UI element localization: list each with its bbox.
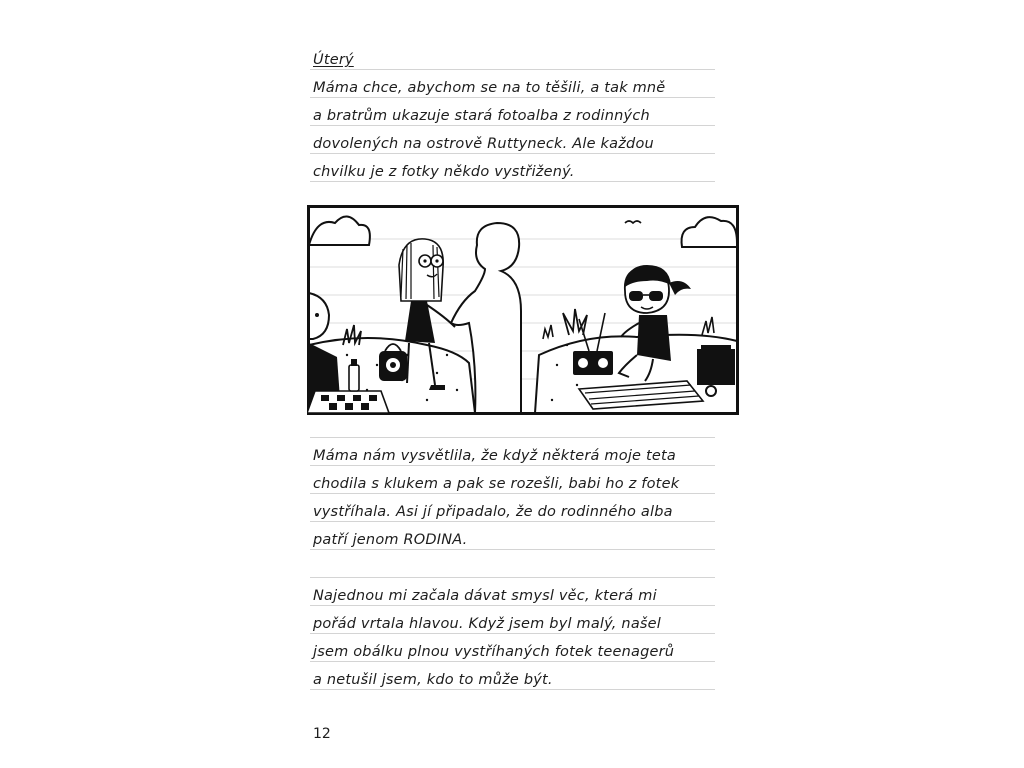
ruled-line (310, 521, 715, 522)
ruled-line (310, 661, 715, 662)
text-line: Máma chce, abychom se na to těšili, a tak mně (313, 80, 666, 96)
text-line: chvilku je z fotky někdo vystřižený. (313, 164, 575, 180)
text-line: a netušil jsem, kdo to může být. (313, 672, 553, 688)
ruled-line (310, 605, 715, 606)
text-line: chodila s klukem a pak se rozešli, babi ho z fotek (313, 476, 680, 492)
ruled-line (310, 125, 715, 126)
ruled-line (310, 633, 715, 634)
ruled-line (310, 689, 715, 690)
text-line: Najednou mi začala dávat smysl věc, která mi (313, 588, 657, 604)
text-line: dovolených na ostrově Ruttyneck. Ale každou (313, 136, 654, 152)
ruled-line (310, 97, 715, 98)
ruled-line (310, 69, 715, 70)
text-line: a bratrům ukazuje stará fotoalba z rodinných (313, 108, 650, 124)
ruled-line (310, 153, 715, 154)
ruled-line (310, 577, 715, 578)
text-line: patří jenom RODINA. (313, 532, 468, 548)
text-line: Máma nám vysvětlila, že když některá moje teta (313, 448, 676, 464)
text-line: jsem obálku plnou vystříhaných fotek teenagerů (313, 644, 675, 660)
text-line: vystříhala. Asi jí připadalo, že do rodinného alba (313, 504, 673, 520)
text-line: pořád vrtala hlavou. Když jsem byl malý, našel (313, 616, 662, 632)
ruled-line (310, 181, 715, 182)
ruled-line (310, 465, 715, 466)
ruled-line (310, 437, 715, 438)
ruled-line (310, 493, 715, 494)
page-number: 12 (313, 726, 331, 742)
diary-heading: Úterý (313, 52, 354, 68)
ruled-line (310, 549, 715, 550)
beach-photo-illustration (307, 205, 739, 415)
